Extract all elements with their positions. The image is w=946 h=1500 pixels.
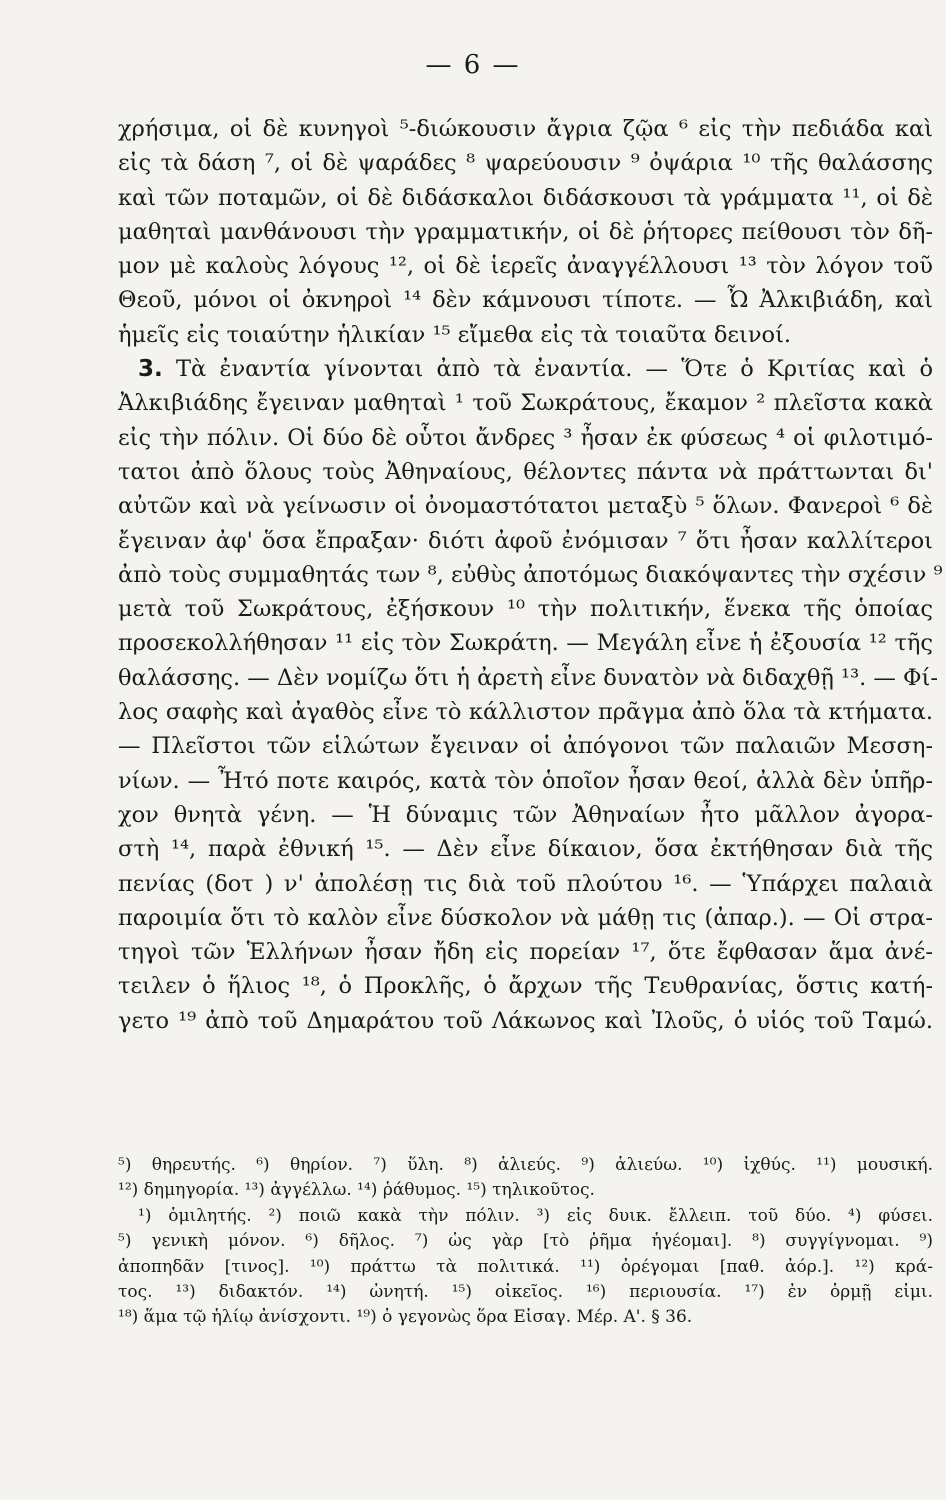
text-line: ἔγειναν ἀφ' ὅσα ἔπραξαν· διότι ἀφοῦ ἐνόμισαν ⁷ ὅτι ἦσαν καλλίτεροι — [118, 527, 933, 554]
text-line — [118, 352, 933, 386]
text-line: τατοι ἀπὸ ὅλους τοὺς Ἀθηναίους, θέλοντες πάντα νὰ πράττωνται δι' — [118, 458, 933, 485]
section-first-line: Τὰ ἐναντία γίνονται ἀπὸ τὰ ἐναντία. — Ὅτε ὁ Κριτίας καὶ ὁ — [175, 356, 933, 383]
text-line: παροιμία ὅτι τὸ καλὸν εἶνε δύσκολον νὰ μάθῃ τις (ἀπαρ.). — Οἱ στρα- — [118, 904, 933, 931]
text-line: μετὰ τοῦ Σωκράτους, ἐξήσκουν ¹⁰ τὴν πολιτικήν, ἕνεκα τῆς ὁποίας — [118, 596, 933, 623]
text-line: τηγοὶ τῶν Ἑλλήνων ἦσαν ἤδη εἰς πορείαν ¹⁷, ὅτε ἔφθασαν ἅμα ἀνέ- — [118, 939, 933, 966]
footnote-line: τος. ¹³) διδακτόν. ¹⁴) ὠνητή. ¹⁵) οἰκεῖος. ¹⁶) περιουσία. ¹⁷) ἐν ὁρμῇ εἰμι. — [118, 1281, 933, 1302]
text-line: καὶ τῶν ποταμῶν, οἱ δὲ διδάσκαλοι διδάσκουσι τὰ γράμματα ¹¹, οἱ δὲ — [118, 184, 933, 211]
text-line: θαλάσσης. — Δὲν νομίζω ὅτι ἡ ἀρετὴ εἶνε δυνατὸν νὰ διδαχθῇ ¹³. — Φί- — [118, 664, 938, 691]
text-line: ἀπὸ τοὺς συμμαθητάς των ⁸, εὐθὺς ἀποτόμως διακόψαντες τὴν σχέσιν ⁹ — [118, 561, 943, 588]
text-line: ἡμεῖς εἰς τοιαύτην ἡλικίαν ¹⁵ εἴμεθα εἰς τὰ τοιαῦτα δεινοί. — [118, 321, 792, 348]
footnote-line: ⁵) θηρευτής. ⁶) θηρίον. ⁷) ὕλη. ⁸) ἁλιεύς. ⁹) ἁλιεύω. ¹⁰) ἰχθύς. ¹¹) μουσική. — [118, 1155, 933, 1175]
text-line: πενίας (δοτ ) ν' ἀπολέσῃ τις διὰ τοῦ πλούτου ¹⁶. — Ὑπάρχει παλαιὰ — [118, 870, 933, 897]
text-line: Θεοῦ, μόνοι οἱ ὀκνηροὶ ¹⁴ δὲν κάμνουσι τίποτε. — Ὦ Ἀλκιβιάδη, καὶ — [118, 287, 933, 314]
footnote-line: ¹⁸) ἅμα τῷ ἡλίῳ ἀνίσχοντι. ¹⁹) ὁ γεγονὼς ὅρα Εἰσαγ. Μέρ. Α'. § 36. — [118, 1307, 693, 1328]
footnote-line: ⁵) γενικὴ μόνον. ⁶) δῆλος. ⁷) ὡς γὰρ [τὸ ῥῆμα ἡγέομαι]. ⁸) συγγίγνομαι. ⁹) — [118, 1231, 933, 1252]
footnote-line: ¹) ὁμιλητής. ²) ποιῶ κακὰ τὴν πόλιν. ³) εἰς δυικ. ἔλλειπ. τοῦ δύο. ⁴) φύσει. — [138, 1205, 933, 1226]
page-number: — 6 — — [425, 50, 521, 80]
footnote-line: ἀποπηδᾶν [τινος]. ¹⁰) πράττω τὰ πολιτικά. ¹¹) ὀρέγομαι [παθ. ἀόρ.]. ¹²) κρά- — [118, 1256, 933, 1277]
text-line: μαθηταὶ μανθάνουσι τὴν γραμματικήν, οἱ δὲ ῥήτορες πείθουσι τὸν δῆ- — [118, 218, 933, 245]
footnotes — [118, 1153, 933, 1331]
text-line: αὐτῶν καὶ νὰ γείνωσιν οἱ ὀνομαστότατοι μεταξὺ ⁵ ὅλων. Φανεροὶ ⁶ δὲ — [118, 493, 933, 520]
text-line: μον μὲ καλοὺς λόγους ¹², οἱ δὲ ἱερεῖς ἀναγγέλλουσι ¹³ τὸν λόγον τοῦ — [118, 253, 933, 280]
text-line: λος σαφὴς καὶ ἀγαθὸς εἶνε τὸ κάλλιστον πρᾶγμα ἀπὸ ὅλα τὰ κτήματα. — [118, 699, 933, 726]
text-line: τειλεν ὁ ἥλιος ¹⁸, ὁ Προκλῆς, ὁ ἄρχων τῆς Τευθρανίας, ὅστις κατή- — [118, 973, 933, 1000]
text-line: — Πλεῖστοι τῶν εἱλώτων ἔγειναν οἱ ἀπόγονοι τῶν παλαιῶν Μεσση- — [118, 733, 933, 760]
section-number: 3. — [138, 356, 163, 383]
main-text — [118, 112, 943, 1038]
text-line: γετο ¹⁹ ἀπὸ τοῦ Δημαράτου τοῦ Λάκωνος καὶ Ἰλοῦς, ὁ υἱός τοῦ Ταμώ. — [118, 1007, 933, 1034]
text-line: εἰς τὴν πόλιν. Οἱ δύο δὲ οὗτοι ἄνδρες ³ ἦσαν ἐκ φύσεως ⁴ οἱ φιλοτιμό- — [118, 424, 933, 451]
text-line: Ἀλκιβιάδης ἔγειναν μαθηταὶ ¹ τοῦ Σωκράτους, ἔκαμον ² πλεῖστα κακὰ — [118, 390, 933, 417]
footnote-line: ¹²) δημηγορία. ¹³) ἀγγέλλω. ¹⁴) ῥάθυμος. ¹⁵) τηλικοῦτος. — [118, 1180, 595, 1201]
text-line: στὴ ¹⁴, παρὰ ἐθνική ¹⁵. — Δὲν εἶνε δίκαιον, ὅσα ἐκτήθησαν διὰ τῆς — [118, 836, 933, 863]
text-line: χον θνητὰ γένη. — Ἡ δύναμις τῶν Ἀθηναίων ἦτο μᾶλλον ἀγορα- — [118, 801, 933, 828]
text-line: χρήσιμα, οἱ δὲ κυνηγοὶ ⁵-διώκουσιν ἄγρια ζῷα ⁶ εἰς τὴν πεδιάδα καὶ — [118, 116, 933, 142]
text-line: προσεκολλήθησαν ¹¹ εἰς τὸν Σωκράτη. — Μεγάλη εἶνε ἡ ἐξουσία ¹² τῆς — [118, 630, 933, 657]
text-line: νίων. — Ἦτό ποτε καιρός, κατὰ τὸν ὁποῖον ἦσαν θεοί, ἀλλὰ δὲν ὑπῆρ- — [118, 767, 933, 794]
text-line: εἰς τὰ δάση ⁷, οἱ δὲ ψαράδες ⁸ ψαρεύουσιν ⁹ ὀψάρια ¹⁰ τῆς θαλάσσης — [118, 150, 933, 177]
